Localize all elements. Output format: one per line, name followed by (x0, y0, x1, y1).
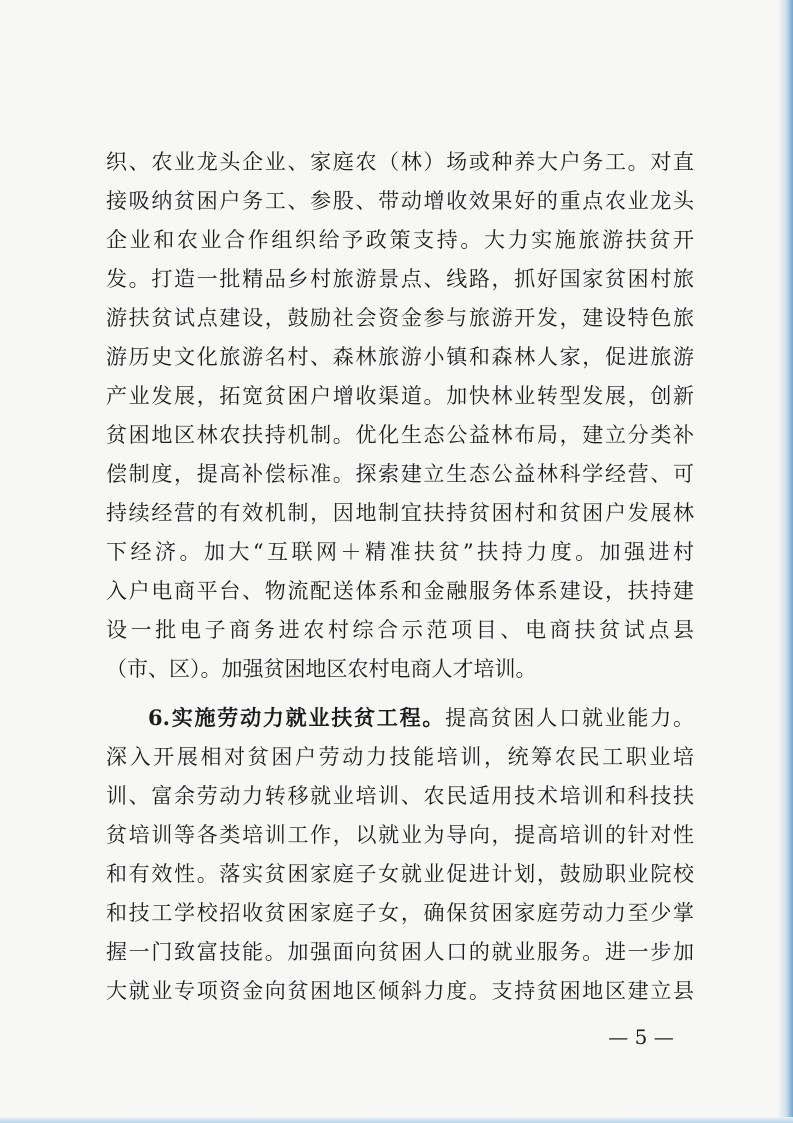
text-line: 和有效性。落实贫困家庭子女就业促进计划，鼓励职业院校 (106, 862, 694, 886)
text-line: 握一门致富技能。加强面向贫困人口的就业服务。进一步加 (106, 940, 694, 964)
text-line: 贫困地区林农扶持机制。优化生态公益林布局，建立分类补 (106, 423, 694, 447)
section-lead-text: 提高贫困人口就业能力。 (445, 706, 694, 730)
page-number: — 5 — (608, 1025, 674, 1049)
text-line: （市、区）。加强贫困地区农村电商人才培训。 (106, 657, 537, 681)
text-line: 游历史文化旅游名村、森林旅游小镇和森林人家，促进旅游 (106, 345, 694, 369)
text-line: 游扶贫试点建设，鼓励社会资金参与旅游开发，建设特色旅 (106, 306, 694, 330)
text-line: 产业发展，拓宽贫困户增收渠道。加快林业转型发展，创新 (106, 384, 694, 408)
text-line: 偿制度，提高补偿标准。探索建立生态公益林科学经营、可 (106, 462, 694, 486)
text-line: 设一批电子商务进农村综合示范项目、电商扶贫试点县 (106, 618, 694, 642)
text-line: 训、富余劳动力转移就业培训、农民适用技术培训和科技扶 (106, 784, 694, 808)
section-heading-line (148, 702, 694, 734)
text-line: 发。打造一批精品乡村旅游景点、线路，抓好国家贫困村旅 (106, 267, 694, 291)
scan-edge-bottom (0, 1117, 793, 1123)
text-line: 贫培训等各类培训工作，以就业为导向，提高培训的针对性 (106, 823, 694, 847)
text-line: 企业和农业合作组织给予政策支持。大力实施旅游扶贫开 (106, 228, 694, 252)
text-line: 接吸纳贫困户务工、参股、带动增收效果好的重点农业龙头 (106, 189, 694, 213)
text-line: 大就业专项资金向贫困地区倾斜力度。支持贫困地区建立县 (106, 979, 694, 1003)
text-line: 深入开展相对贫困户劳动力技能培训，统筹农民工职业培 (106, 745, 694, 769)
text-line: 和技工学校招收贫困家庭子女，确保贫困家庭劳动力至少掌 (106, 901, 694, 925)
section-heading: 6.实施劳动力就业扶贫工程。 (148, 705, 446, 730)
text-line: 织、农业龙头企业、家庭农（林）场或种养大户务工。对直 (106, 150, 694, 174)
text-line: 下经济。加大“互联网＋精准扶贫”扶持力度。加强进村 (106, 540, 694, 564)
text-line: 入户电商平台、物流配送体系和金融服务体系建设，扶持建 (106, 579, 694, 603)
text-line: 持续经营的有效机制，因地制宜扶持贫困村和贫困户发展林 (106, 501, 694, 525)
scan-edge (779, 0, 793, 1123)
